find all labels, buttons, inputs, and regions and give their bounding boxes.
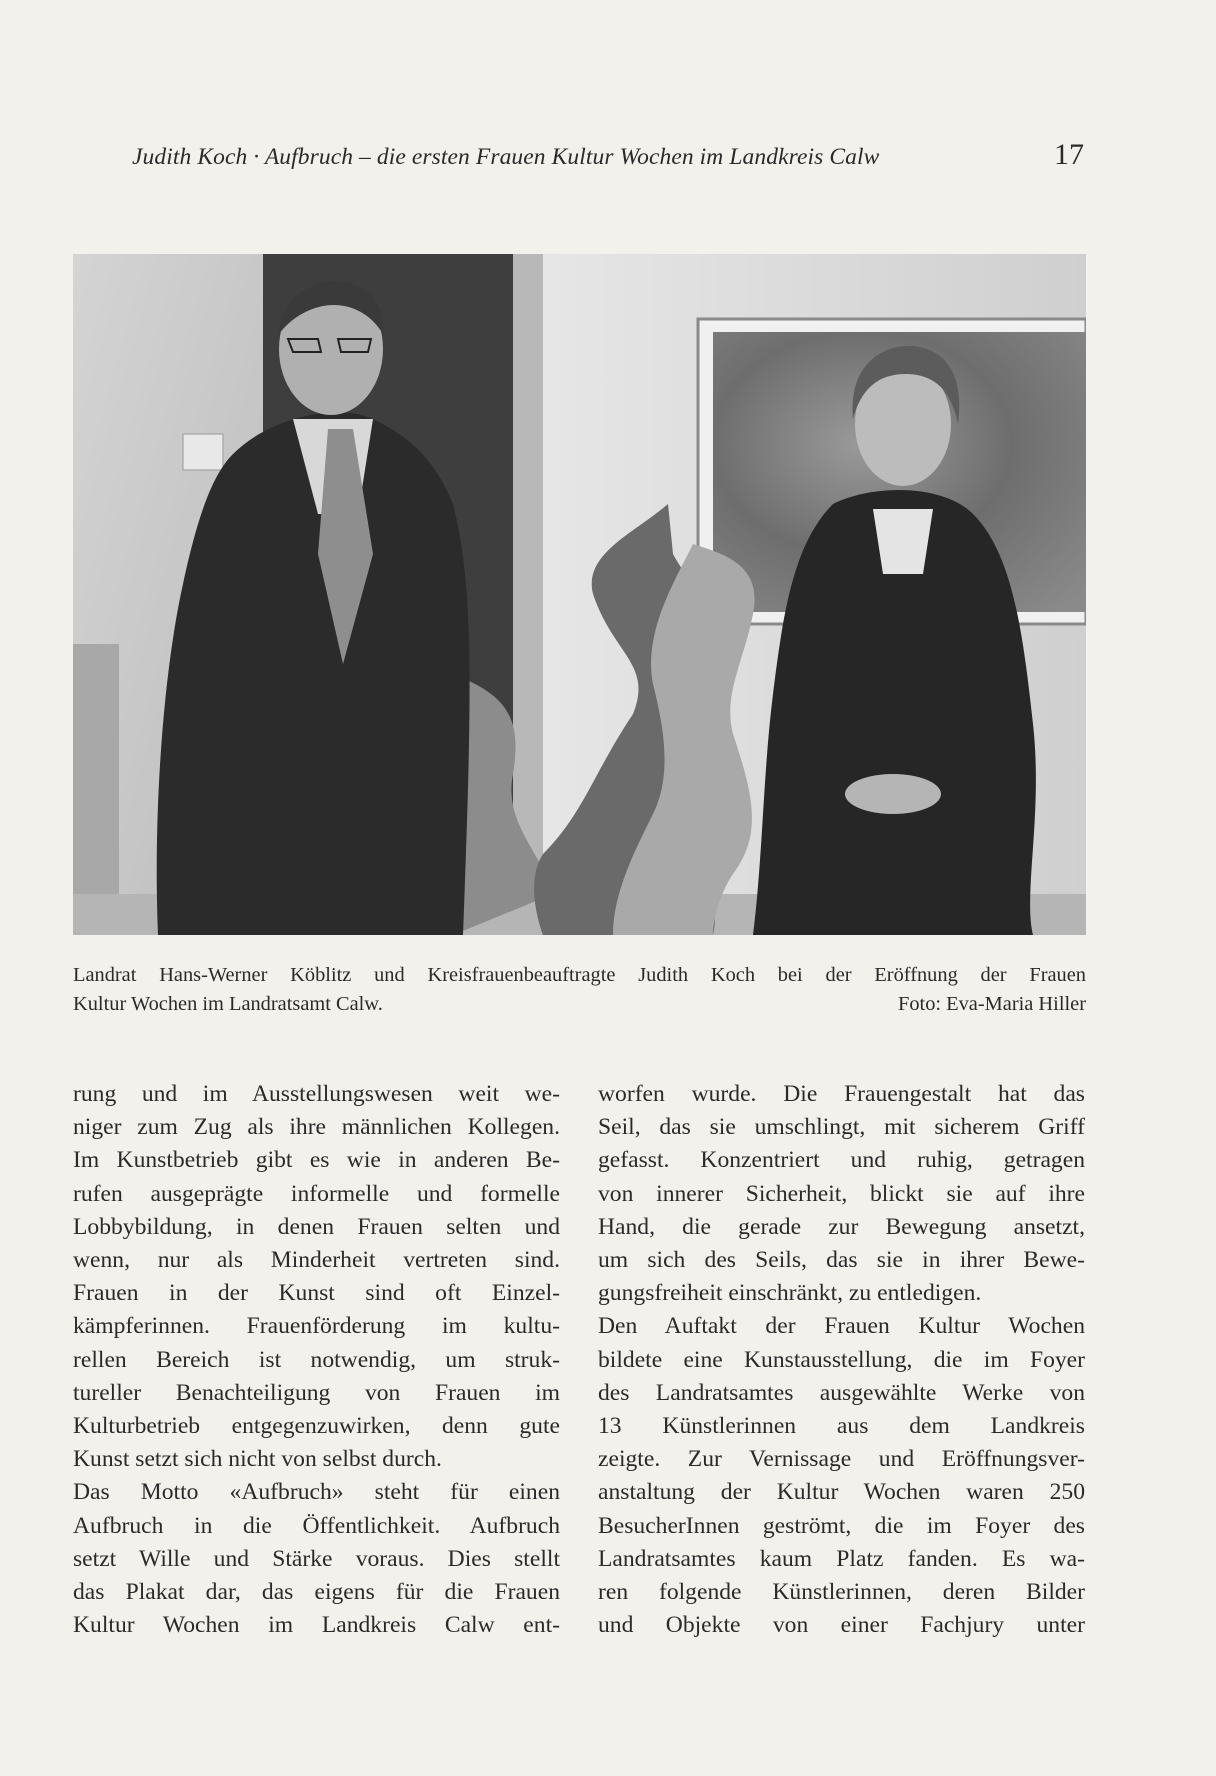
paragraph [73, 1476, 560, 1642]
text-line: rellen Bereich ist notwendig, um struk- [73, 1346, 560, 1373]
caption-line-2 [73, 990, 1086, 1019]
page-number: 17 [1054, 138, 1084, 171]
text-line: tureller Benachteiligung von Frauen im [73, 1379, 560, 1406]
text-line: niger zum Zug als ihre männlichen Kollegen. [73, 1114, 560, 1141]
right-column [598, 1078, 1085, 1642]
text-line: von innerer Sicherheit, blickt sie auf ihre [598, 1180, 1085, 1207]
text-line: Frauen in der Kunst sind oft Einzel- [73, 1280, 560, 1307]
text-line: BesucherInnen geströmt, die im Foyer des [598, 1512, 1085, 1539]
paragraph [598, 1310, 1085, 1642]
text-line: Kunst setzt sich nicht von selbst durch. [73, 1446, 442, 1473]
text-line: Den Auftakt der Frauen Kultur Wochen [598, 1313, 1085, 1340]
paragraph [73, 1078, 560, 1476]
text-line: rufen ausgeprägte informelle und formelle [73, 1180, 560, 1207]
text-line: Aufbruch in die Öffentlichkeit. Aufbruch [73, 1512, 560, 1539]
photo-credit: Foto: Eva-Maria Hiller [898, 993, 1086, 1015]
text-line: setzt Wille und Stärke voraus. Dies stellt [73, 1545, 560, 1572]
text-line: Im Kunstbetrieb gibt es wie in anderen Be- [73, 1147, 560, 1174]
text-line: gungsfreiheit einschränkt, zu entledigen. [598, 1280, 982, 1307]
text-line: zeigte. Zur Vernissage und Eröffnungsver- [598, 1446, 1085, 1473]
text-line: Lobbybildung, in denen Frauen selten und [73, 1213, 560, 1240]
woman-hands [845, 774, 941, 814]
text-line: worfen wurde. Die Frauengestalt hat das [598, 1081, 1085, 1107]
photo-illustration [73, 254, 1086, 935]
text-line: um sich des Seils, das sie in ihrer Bewe- [598, 1247, 1085, 1274]
left-shelf [73, 644, 119, 935]
text-line: anstaltung der Kultur Wochen waren 250 [598, 1479, 1085, 1506]
left-column [73, 1078, 560, 1642]
text-line: Landratsamtes kaum Platz fanden. Es wa- [598, 1545, 1085, 1572]
text-line: und Objekte von einer Fachjury unter [598, 1612, 1085, 1639]
text-line: das Plakat dar, das eigens für die Frauen [73, 1579, 560, 1606]
text-line: Kulturbetrieb entgegenzuwirken, denn gute [73, 1413, 560, 1440]
paragraph [598, 1078, 1085, 1310]
text-line: wenn, nur als Minderheit vertreten sind. [73, 1247, 560, 1274]
text-line: kämpferinnen. Frauenförderung im kultu- [73, 1313, 560, 1340]
text-line: des Landratsamtes ausgewählte Werke von [598, 1379, 1085, 1406]
text-line: Kultur Wochen im Landkreis Calw ent- [73, 1612, 560, 1639]
light-switch [183, 434, 223, 470]
caption-text: Kultur Wochen im Landratsamt Calw. [73, 993, 383, 1015]
text-line: Das Motto «Aufbruch» steht für einen [73, 1479, 560, 1506]
text-line: bildete eine Kunstausstellung, die im Foyer [598, 1346, 1085, 1373]
photo-caption [73, 961, 1086, 1019]
woman-top [873, 509, 933, 574]
text-line: ren folgende Künstlerinnen, deren Bilder [598, 1579, 1085, 1606]
caption-line-1: Landrat Hans-Werner Köblitz und Kreisfrauenbeauftragte Judith Koch bei der Eröffnung der Frauen [73, 964, 1086, 986]
text-line: 13 Künstlerinnen aus dem Landkreis [598, 1413, 1085, 1440]
text-line: Seil, das sie umschlingt, mit sicherem Griff [598, 1114, 1085, 1141]
running-header [132, 140, 1084, 180]
text-line: rung und im Ausstellungswesen weit we- [73, 1081, 560, 1107]
text-line: Hand, die gerade zur Bewegung ansetzt, [598, 1213, 1085, 1240]
text-line: gefasst. Konzentriert und ruhig, getragen [598, 1147, 1085, 1174]
photograph [73, 254, 1086, 935]
running-title: Judith Koch · Aufbruch – die ersten Frauen Kultur Wochen im Landkreis Calw [132, 144, 880, 170]
